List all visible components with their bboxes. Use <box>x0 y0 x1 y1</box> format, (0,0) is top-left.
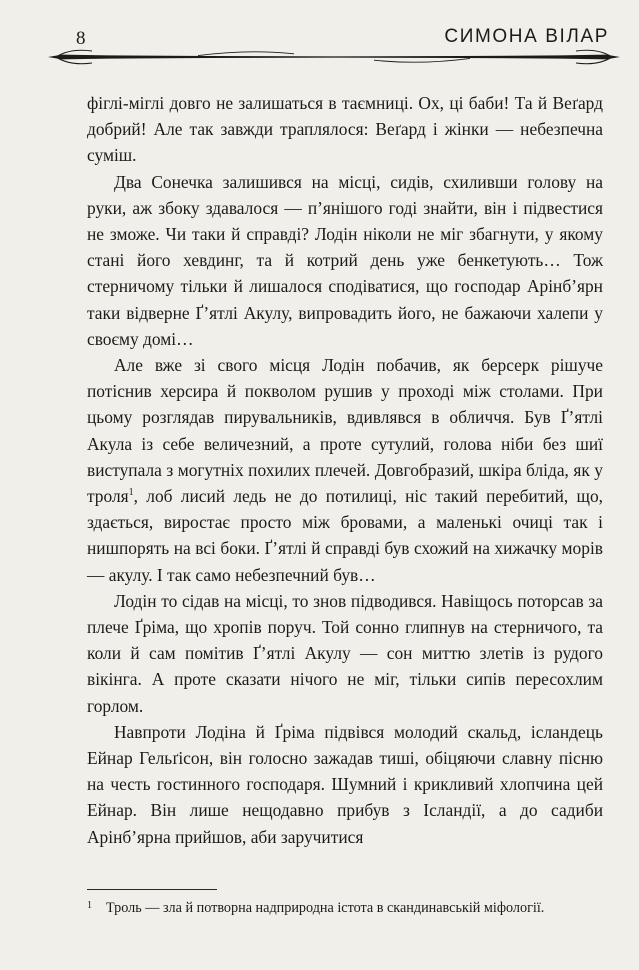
header-ornament <box>48 47 620 67</box>
paragraph <box>87 352 603 588</box>
paragraph: Два Сонечка залишився на місці, сидів, схиливши голову на руки, аж збоку здавалося — п’янішого годі знайти, він і підвестися не зможе. Чи таки й справді? Лодін ніколи не міг збагнути, у якому стані його хевдинг, та й котрий день уже бенкетують… Тож стерничому тільки й лишалося сподіватися, що господар Арінб’ярн таки відверне Ґ’ятлі Акулу, випровадить його, не бажаючи халепи у своєму домі… <box>87 171 603 349</box>
footnote-reference[interactable]: 1 <box>128 487 134 499</box>
paragraph: фіглі-міглі довго не залишаться в таємниці. Ох, ці баби! Та й Веґард добрий! Але так завжди траплялося: Веґард і жінки — небезпечна суміш. <box>87 93 603 166</box>
paragraph: Лодін то сідав на місці, то знов підводився. Навіщось поторсав за плече Ґріма, що хропів поруч. Той сонно глипнув на стерничого, та коли й сам помітив Ґ’ятлі Акулу — сон миттю злетів із рудого вікінга. А проте сказати нічого не міг, тільки сипів пересохлим горлом. <box>87 590 603 716</box>
footnote-mark: 1 <box>87 900 92 911</box>
page-header <box>0 0 639 70</box>
footnote-text: Троль — зла й потворна надприродна істота в скандинавській міфології. <box>106 900 545 916</box>
paragraph-text: , лоб лисий ледь не до потилиці, ніс такий перебитий, що, здається, виростає просто між бровами, а маленькі очиці так і нишпорять на всі боки. Ґ’ятлі й справді був схожий на хижачку морів — акулу. І так само небезпечний був… <box>87 486 603 585</box>
body-text <box>87 90 603 850</box>
paragraph-text: Але вже зі свого місця Лодін побачив, як берсерк рішуче потіснив херсира й покволом рушив у проході між столами. При цьому розглядав пирувальників, вдивлявся в обличчя. Був Ґ’ятлі Акула із себе величезний, а проте сутулий, голова ніби без шиї виступала з могутніх похилих плечей. Довгобразий, шкіра бліда, як у троля <box>87 355 603 507</box>
footnote <box>87 897 607 917</box>
running-title: СИМОНА ВІЛАР <box>444 26 609 47</box>
footnote-divider <box>87 889 217 890</box>
page-number: 8 <box>76 28 86 49</box>
paragraph: Навпроти Лодіна й Ґріма підвівся молодий скальд, ісландець Ейнар Гельґісон, він голосно зажадав тиші, обіцяючи славну пісню на честь гостинного господаря. Шумний і крикливий хлопчина цей Ейнар. Він лише нещодавно прибув з Ісландії, а до садиби Арінб’ярна прийшов, аби заручитися <box>87 721 603 847</box>
